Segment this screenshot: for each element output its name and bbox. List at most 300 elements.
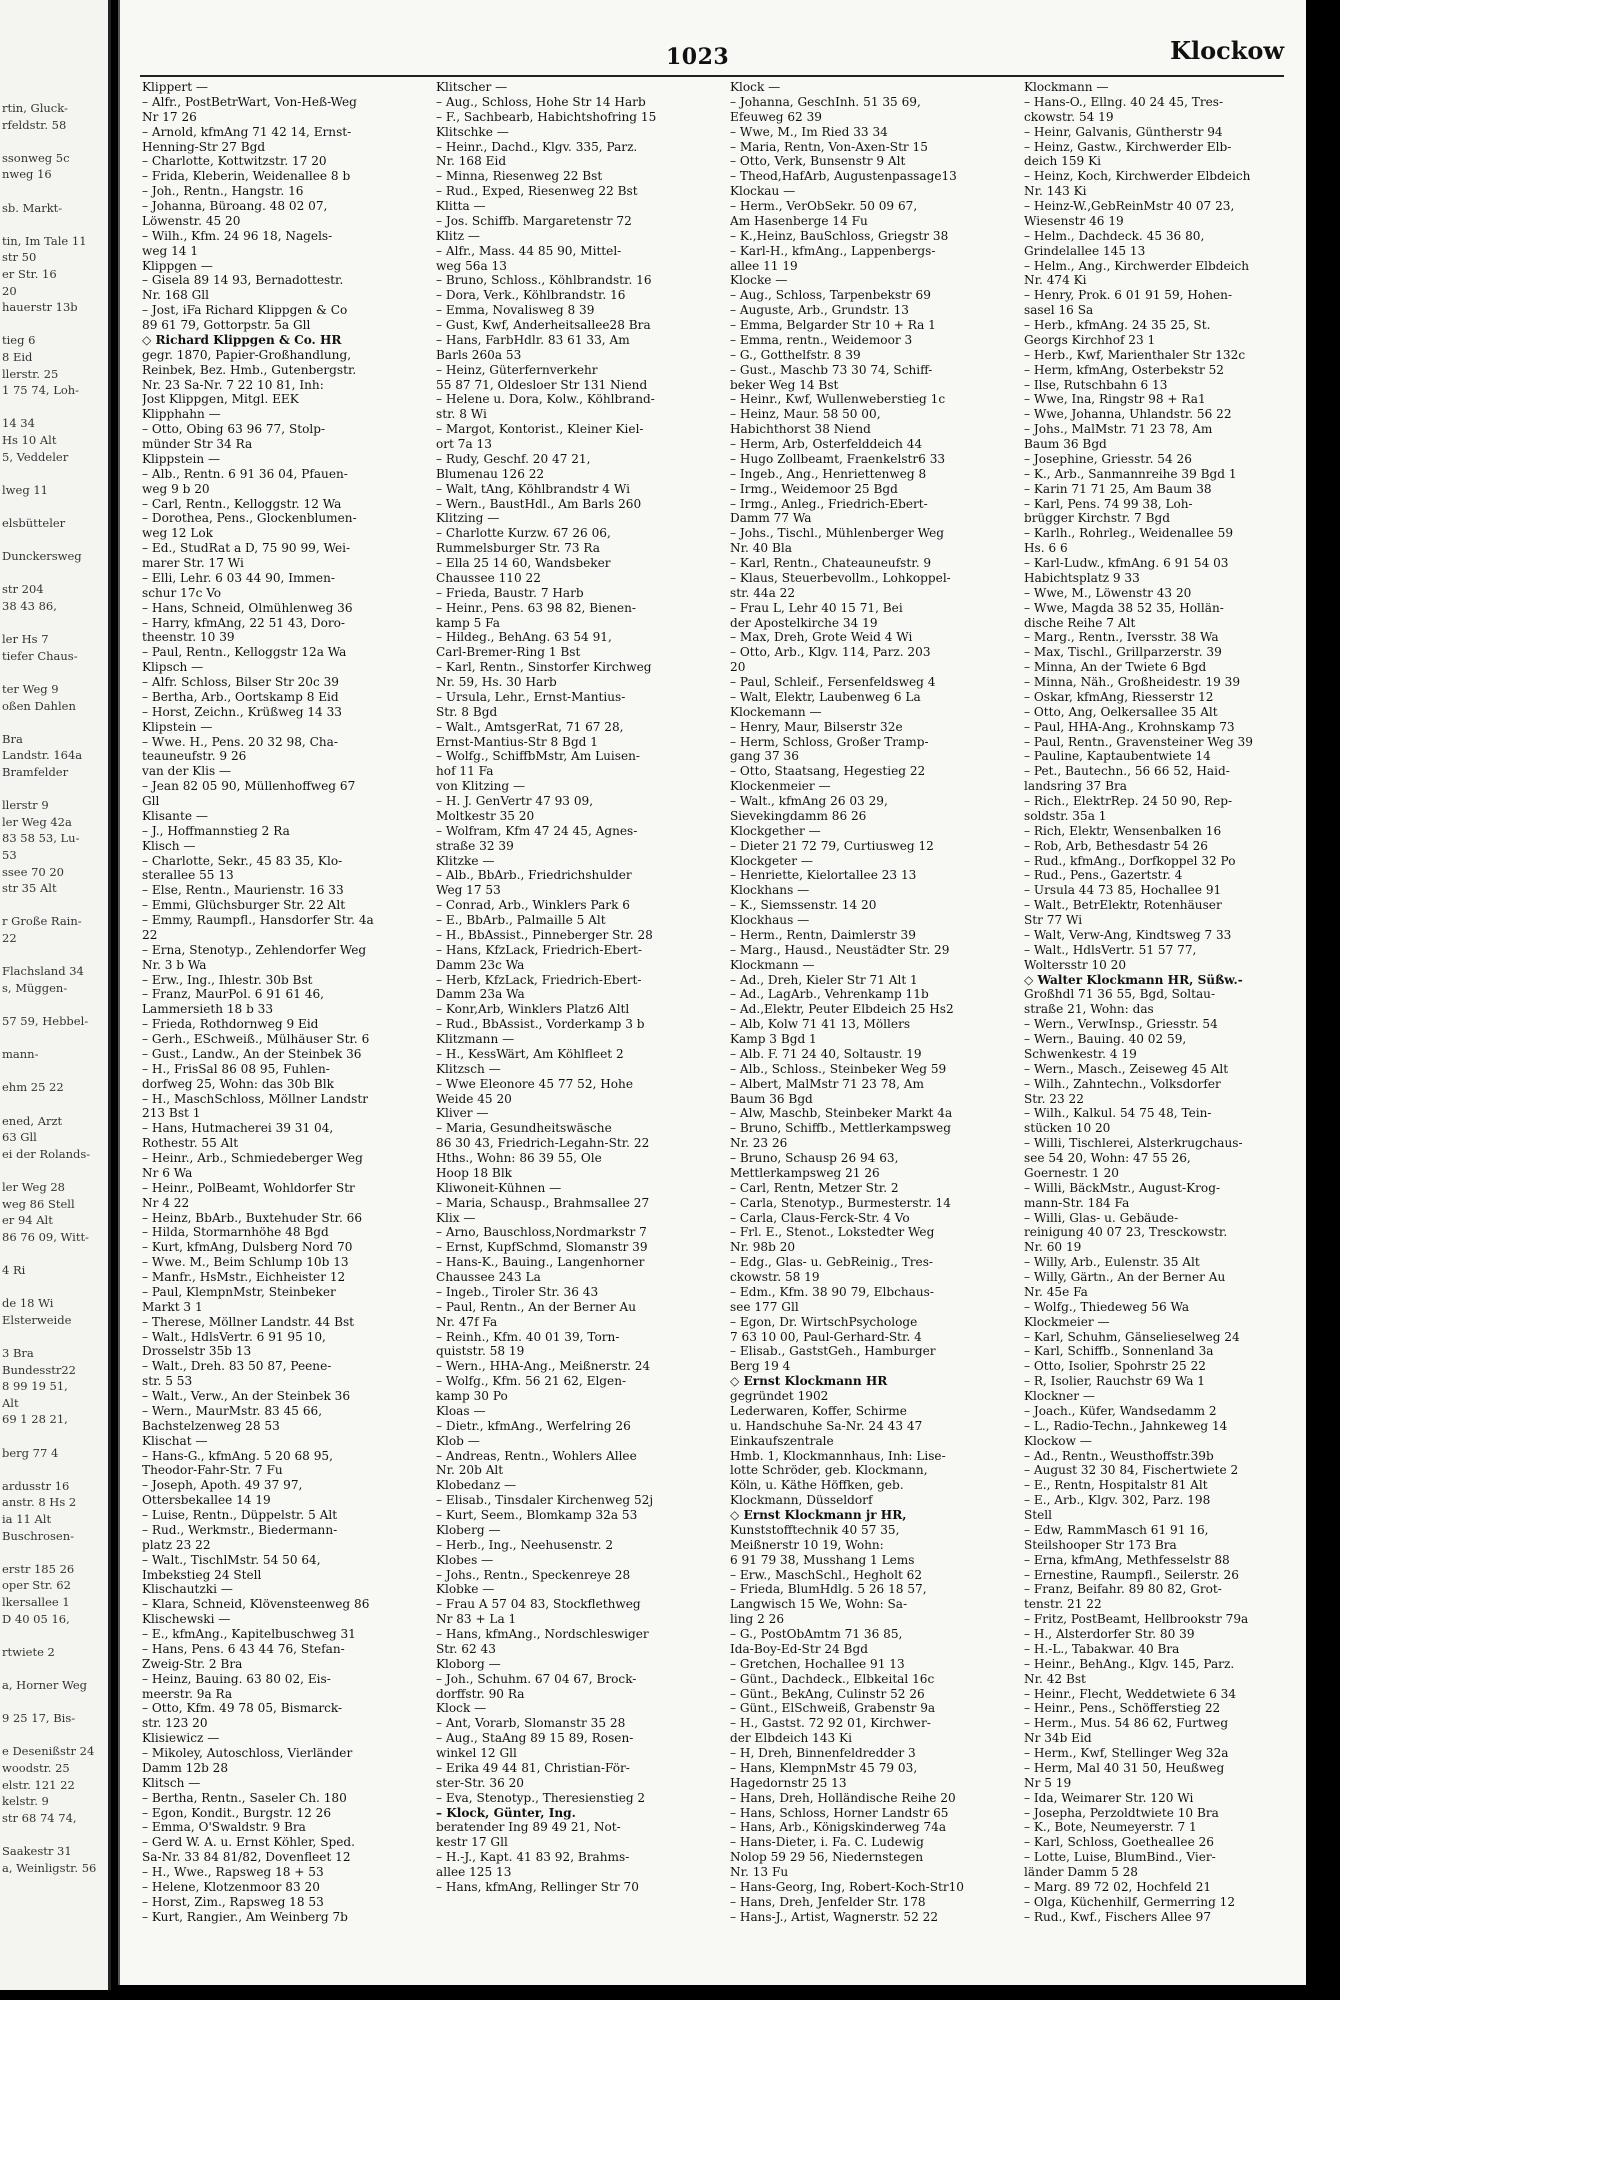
- directory-line: – Günt., BekAng, Culinstr 52 26: [730, 1686, 925, 1701]
- directory-line: see 177 Gll: [730, 1299, 799, 1314]
- directory-line: Klippgen —: [142, 258, 213, 273]
- directory-line: – Willi, Glas- u. Gebäude-: [1024, 1210, 1179, 1225]
- directory-line: – E., Arb., Klgv. 302, Parz. 198: [1024, 1493, 1211, 1508]
- left-fragment-line: nweg 16: [2, 167, 52, 182]
- directory-line: – Conrad, Arb., Winklers Park 6: [436, 898, 630, 913]
- directory-line: – Heinr., BehAng., Klgv. 145, Parz.: [1024, 1656, 1235, 1671]
- directory-line: Klitschke —: [436, 124, 509, 139]
- directory-line: 89 61 79, Gottorpstr. 5a Gll: [142, 318, 311, 332]
- left-fragment-line: lkersallee 1: [2, 1595, 70, 1609]
- left-fragment-line: str 50: [2, 250, 37, 265]
- directory-line: Kloborg —: [436, 1656, 501, 1671]
- directory-line: Barls 260a 53: [436, 347, 522, 362]
- directory-line: ◇ Walter Klockmann HR, Süßw.-: [1024, 972, 1243, 987]
- left-fragment-line: Buschrosen-: [2, 1528, 75, 1543]
- directory-line: länder Damm 5 28: [1024, 1865, 1139, 1879]
- directory-line: – R, Isolier, Rauchstr 69 Wa 1: [1024, 1374, 1205, 1389]
- left-fragment-line: 83 58 53, Lu-: [2, 831, 80, 846]
- directory-line: Klockenmeier —: [730, 779, 831, 794]
- directory-line: – Charlotte, Kottwitzstr. 17 20: [142, 154, 327, 169]
- directory-line: – Karl, Schloss, Goetheallee 26: [1024, 1835, 1214, 1850]
- directory-line: – Heinr., Pens. 63 98 82, Bienen-: [436, 600, 636, 615]
- directory-line: Klitzsch —: [436, 1061, 501, 1076]
- left-fragment-line: 14 34: [2, 416, 35, 431]
- directory-line: – Olga, Küchenhilf, Germerring 12: [1024, 1894, 1236, 1909]
- directory-line: – Ad., LagArb., Vehrenkamp 11b: [730, 987, 929, 1002]
- directory-line: – Max, Tischl., Grillparzerstr. 39: [1024, 645, 1222, 660]
- directory-line: Langwisch 15 We, Wohn: Sa-: [730, 1597, 908, 1612]
- left-fragment-line: r Große Rain-: [2, 914, 82, 929]
- directory-line: Löwenstr. 45 20: [142, 213, 241, 228]
- directory-line: Klockgether —: [730, 823, 821, 838]
- left-fragment-line: ssonweg 5c: [2, 150, 70, 165]
- directory-line: – Johs., Tischl., Mühlenberger Weg: [730, 526, 944, 541]
- directory-line: Klix —: [436, 1210, 476, 1225]
- directory-line: – Paul, Schleif., Fersenfeldsweg 4: [730, 675, 936, 689]
- directory-line: Nolop 59 29 56, Niedernstegen: [730, 1850, 924, 1865]
- directory-line: – Hans, Arb., Königskinderweg 74a: [730, 1820, 947, 1835]
- directory-line: Georgs Kirchhof 23 1: [1024, 332, 1156, 347]
- directory-line: – H, Dreh, Binnenfeldredder 3: [730, 1746, 916, 1760]
- directory-line: Kliwoneit-Kühnen —: [436, 1180, 562, 1195]
- directory-line: – Rich, Elektr, Wensenbalken 16: [1024, 823, 1222, 838]
- directory-line: – Herm., Kwf, Stellinger Weg 32a: [1024, 1746, 1229, 1760]
- directory-line: – Erw., MaschSchl., Hegholt 62: [730, 1567, 923, 1582]
- directory-line: – Walt, Elektr, Laubenweg 6 La: [730, 689, 921, 704]
- directory-line: – Hans-O., Ellng. 40 24 45, Tres-: [1024, 94, 1224, 109]
- directory-line: Drosselstr 35b 13: [142, 1344, 252, 1359]
- left-fragment-line: elstr. 121 22: [2, 1777, 75, 1792]
- left-fragment-line: oper Str. 62: [2, 1578, 71, 1593]
- directory-line: – Heinz, Gastw., Kirchwerder Elb-: [1024, 139, 1232, 154]
- directory-line: Nr 4 22: [142, 1195, 190, 1210]
- directory-line: lotte Schröder, geb. Klockmann,: [730, 1463, 928, 1478]
- directory-line: – Rud., Kwf., Fischers Allee 97: [1024, 1909, 1212, 1924]
- directory-line: – Horst, Zim., Rapsweg 18 53: [142, 1894, 324, 1909]
- directory-line: – Heinz-W.,GebReinMstr 40 07 23,: [1024, 199, 1235, 213]
- directory-line: brügger Kirchstr. 7 Bgd: [1024, 511, 1170, 526]
- directory-line: Klockau —: [730, 184, 796, 199]
- left-fragment-line: elsbütteler: [2, 516, 66, 530]
- directory-line: u. Handschuhe Sa-Nr. 24 43 47: [730, 1418, 923, 1433]
- left-fragment-line: llerstr. 25: [2, 366, 59, 381]
- directory-line: Grindelallee 145 13: [1024, 243, 1146, 258]
- left-fragment-line: Bramfelder: [2, 765, 69, 779]
- directory-line: – Jos. Schiffb. Margaretenstr 72: [436, 213, 632, 228]
- directory-line: – Heinr., Pens., Schöfferstieg 22: [1024, 1701, 1221, 1716]
- directory-line: – Karl, Rentn., Chateauneufstr. 9: [730, 556, 932, 570]
- directory-line: – Heinz, Maur. 58 50 00,: [730, 407, 881, 422]
- directory-line: – Karl, Pens. 74 99 38, Loh-: [1024, 496, 1193, 511]
- directory-line: hof 11 Fa: [436, 764, 494, 779]
- directory-line: teauneufstr. 9 26: [142, 749, 247, 764]
- directory-line: – Gerd W. A. u. Ernst Köhler, Sped.: [142, 1835, 356, 1850]
- directory-line: Klitscher —: [436, 80, 508, 94]
- left-fragment-line: Flachsland 34: [2, 964, 84, 979]
- directory-line: Stell: [1024, 1508, 1053, 1522]
- directory-line: Nr. 42 Bst: [1024, 1671, 1086, 1686]
- directory-line: – Walt., HdlsVertr. 6 91 95 10,: [142, 1329, 326, 1344]
- left-fragment-line: 86 76 09, Witt-: [2, 1229, 89, 1244]
- directory-line: – Dietr., kfmAng., Werfelring 26: [436, 1418, 631, 1433]
- directory-line: see 54 20, Wohn: 47 55 26,: [1024, 1151, 1191, 1165]
- directory-line: – H.-J., Kapt. 41 83 92, Brahms-: [436, 1850, 630, 1865]
- directory-line: van der Klis —: [142, 764, 232, 779]
- directory-line: der Apostelkirche 34 19: [730, 615, 878, 630]
- directory-line: – Theod,HafArb, Augustenpassage13: [730, 169, 957, 184]
- directory-line: beker Weg 14 Bst: [730, 377, 839, 392]
- directory-line: – Herm, Schloss, Großer Tramp-: [730, 734, 929, 749]
- directory-line: – Heinr, Galvanis, Güntherstr 94: [1024, 124, 1223, 139]
- directory-line: – Egon, Dr. WirtschPsychologe: [730, 1314, 918, 1329]
- directory-line: – Herb., Ing., Neehusenstr. 2: [436, 1537, 614, 1552]
- directory-line: Str 77 Wi: [1024, 913, 1083, 927]
- directory-line: ckowstr. 58 19: [730, 1270, 820, 1284]
- directory-line: – Klara, Schneid, Klövensteenweg 86: [142, 1597, 370, 1612]
- page-number: 1023: [666, 44, 730, 70]
- directory-line: Kunststofftechnik 40 57 35,: [730, 1522, 900, 1537]
- directory-line: landsring 37 Bra: [1024, 779, 1127, 794]
- directory-line: Blumenau 126 22: [436, 466, 545, 481]
- directory-line: – Jost, iFa Richard Klippgen & Co: [142, 303, 348, 318]
- left-fragment-line: 3 Bra: [2, 1346, 34, 1360]
- directory-line: – Heinz, Bauing. 63 80 02, Eis-: [142, 1671, 331, 1686]
- directory-line: – Heinr., Flecht, Weddetwiete 6 34: [1024, 1686, 1237, 1701]
- directory-line: – Klaus, Steuerbevollm., Lohkoppel-: [730, 570, 951, 585]
- directory-line: – Edw, RammMasch 61 91 16,: [1024, 1522, 1209, 1537]
- directory-line: – Ingeb., Tiroler Str. 36 43: [436, 1284, 599, 1299]
- directory-line: Klockmann, Düsseldorf: [730, 1493, 873, 1508]
- directory-line: – Ed., StudRat a D, 75 90 99, Wei-: [142, 541, 351, 556]
- directory-line: Zweig-Str. 2 Bra: [142, 1656, 243, 1671]
- directory-line: kamp 30 Po: [436, 1389, 508, 1403]
- left-fragment-line: ehm 25 22: [2, 1080, 64, 1095]
- directory-line: Klippert —: [142, 80, 208, 94]
- directory-line: stücken 10 20: [1024, 1121, 1111, 1136]
- directory-line: – Pet., Bautechn., 56 66 52, Haid-: [1024, 764, 1230, 779]
- directory-line: 7 63 10 00, Paul-Gerhard-Str. 4: [730, 1329, 922, 1344]
- left-fragment-line: Dunckersweg: [2, 549, 82, 564]
- directory-line: dische Reihe 7 Alt: [1024, 615, 1136, 630]
- directory-line: – Alw, Maschb, Steinbeker Markt 4a: [730, 1106, 953, 1121]
- directory-line: – E., BbArb., Palmaille 5 Alt: [436, 913, 606, 927]
- directory-line: – H., KessWärt, Am Köhlfleet 2: [436, 1046, 624, 1061]
- directory-line: Klobes —: [436, 1552, 494, 1567]
- column-1: [142, 80, 432, 1980]
- directory-line: Kliver —: [436, 1106, 489, 1121]
- directory-line: – Karl-Ludw., kfmAng. 6 91 54 03: [1024, 556, 1229, 570]
- directory-line: – Wwe, Ina, Ringstr 98 + Ra1: [1024, 392, 1206, 407]
- directory-line: str. 123 20: [142, 1716, 208, 1731]
- directory-line: – Mikoley, Autoschloss, Vierländer: [142, 1746, 353, 1760]
- directory-line: – Carla, Claus-Ferck-Str. 4 Vo: [730, 1210, 910, 1225]
- directory-line: – Hans, KfzLack, Friedrich-Ebert-: [436, 942, 642, 957]
- directory-line: – H. J. GenVertr 47 93 09,: [436, 794, 594, 808]
- directory-line: – Walt, Verw-Ang, Kindtsweg 7 33: [1024, 927, 1232, 942]
- directory-line: straße 21, Wohn: das: [1024, 1002, 1154, 1017]
- left-fragment-line: str 35 Alt: [2, 881, 57, 896]
- directory-line: weg 12 Lok: [142, 526, 213, 541]
- directory-line: – Wern., MaurMstr. 83 45 66,: [142, 1403, 323, 1418]
- directory-line: – Heinr., Dachd., Klgv. 335, Parz.: [436, 139, 638, 154]
- directory-line: Kloberg —: [436, 1522, 501, 1537]
- left-fragment-line: ardusstr 16: [2, 1478, 70, 1493]
- directory-line: Meißnerstr 10 19, Wohn:: [730, 1537, 884, 1552]
- directory-line: – Aug., StaAng 89 15 89, Rosen-: [436, 1731, 634, 1746]
- directory-line: ◇ Ernst Klockmann HR: [730, 1374, 888, 1389]
- directory-line: Habichthorst 38 Niend: [730, 422, 871, 437]
- directory-line: Klockhans —: [730, 883, 810, 898]
- directory-line: – Minna, Näh., Großheidestr. 19 39: [1024, 675, 1241, 689]
- directory-line: weg 56a 13: [436, 258, 507, 273]
- directory-line: – Hans-J., Artist, Wagnerstr. 52 22: [730, 1909, 939, 1924]
- directory-line: – Bruno, Schausp 26 94 63,: [730, 1151, 899, 1165]
- directory-line: – Erna, kfmAng, Methfesselstr 88: [1024, 1552, 1230, 1567]
- directory-line: – K.,Heinz, BauSchloss, Griegstr 38: [730, 228, 949, 243]
- directory-line: – Arnold, kfmAng 71 42 14, Ernst-: [142, 124, 352, 139]
- directory-line: – Emma, Belgarder Str 10 + Ra 1: [730, 318, 936, 332]
- directory-line: – Klock, Günter, Ing.: [436, 1805, 576, 1820]
- directory-line: Nr 34b Eid: [1024, 1731, 1092, 1746]
- directory-line: – Wilh., Kalkul. 54 75 48, Tein-: [1024, 1106, 1212, 1121]
- left-fragment-line: rtwiete 2: [2, 1644, 55, 1659]
- directory-line: – H., MaschSchloss, Möllner Landstr: [142, 1091, 369, 1106]
- directory-line: – Josepha, Perzoldtwiete 10 Bra: [1024, 1805, 1219, 1820]
- directory-line: – Walt., BetrElektr, Rotenhäuser: [1024, 898, 1222, 913]
- directory-line: – Herb, KfzLack, Friedrich-Ebert-: [436, 972, 642, 987]
- directory-line: – Herm, Arb, Osterfelddeich 44: [730, 437, 923, 451]
- column-3: [730, 80, 1020, 1980]
- directory-line: – Ad.,Elektr, Peuter Elbdeich 25 Hs2: [730, 1002, 954, 1017]
- left-fragment-line: 8 99 19 51,: [2, 1379, 68, 1394]
- directory-line: – J., Hoffmannstieg 2 Ra: [142, 823, 290, 838]
- directory-line: – Wwe. M., Beim Schlump 10b 13: [142, 1255, 349, 1270]
- directory-line: – Alfr., PostBetrWart, Von-Heß-Weg: [142, 94, 357, 109]
- left-fragment-line: e Desenißstr 24: [2, 1744, 95, 1759]
- left-fragment-line: rtin, Gluck-: [2, 101, 68, 115]
- directory-line: Klisch —: [142, 838, 196, 853]
- directory-line: – Paul, Rentn., An der Berner Au: [436, 1299, 637, 1314]
- directory-line: Weg 17 53: [436, 883, 501, 898]
- directory-line: – Heinz, Koch, Kirchwerder Elbdeich: [1024, 169, 1251, 184]
- directory-line: Nr 17 26: [142, 109, 197, 124]
- directory-line: – Erw., Ing., Ihlestr. 30b Bst: [142, 972, 313, 987]
- directory-line: – Johs., MalMstr. 71 23 78, Am: [1024, 422, 1213, 437]
- left-fragment-line: 4 Ri: [2, 1263, 26, 1277]
- directory-line: – Gerh., ESchweiß., Mülhäuser Str. 6: [142, 1032, 370, 1046]
- directory-line: – Marg., Rentn., Iversstr. 38 Wa: [1024, 630, 1219, 645]
- left-fragment-line: lweg 11: [2, 482, 48, 497]
- directory-line: – Herm., Rentn, Daimlerstr 39: [730, 927, 916, 942]
- left-fragment-line: ei der Rolands-: [2, 1146, 91, 1161]
- left-fragment-line: 1 75 74, Loh-: [2, 383, 80, 398]
- directory-line: – Karlh., Rohrleg., Weidenallee 59: [1024, 526, 1234, 541]
- directory-line: – Johanna, Büroang. 48 02 07,: [142, 199, 328, 213]
- directory-line: Nr. 47f Fa: [436, 1314, 498, 1329]
- directory-line: – Carl, Rentn., Kelloggstr. 12 Wa: [142, 496, 342, 511]
- directory-line: – Alfr., Mass. 44 85 90, Mittel-: [436, 243, 622, 258]
- left-fragment-line: 69 1 28 21,: [2, 1412, 68, 1427]
- directory-line: – Walt., HdlsVertr. 51 57 77,: [1024, 942, 1197, 957]
- directory-line: – Ilse, Rutschbahn 6 13: [1024, 377, 1168, 392]
- directory-line: Markt 3 1: [142, 1299, 203, 1314]
- directory-line: – Frau L, Lehr 40 15 71, Bei: [730, 600, 903, 615]
- directory-line: – Günt., Dachdeck., Elbkeital 16c: [730, 1671, 935, 1686]
- directory-line: – Walt., TischlMstr. 54 50 64,: [142, 1552, 321, 1567]
- left-fragment-line: ened, Arzt: [2, 1113, 63, 1128]
- directory-line: – Joseph, Apoth. 49 37 97,: [142, 1478, 303, 1493]
- directory-line: Klischat —: [142, 1433, 208, 1448]
- directory-line: Gll: [142, 794, 160, 808]
- directory-line: Klitz —: [436, 228, 480, 243]
- directory-line: – Hans, Schloss, Horner Landstr 65: [730, 1805, 949, 1820]
- directory-line: – Emma, rentn., Weidemoor 3: [730, 332, 913, 347]
- directory-line: Klipsch —: [142, 660, 204, 675]
- directory-line: Carl-Bremer-Ring 1 Bst: [436, 645, 581, 660]
- directory-line: – E., kfmAng., Kapitelbuschweg 31: [142, 1627, 356, 1641]
- directory-line: – Otto, Staatsang, Hegestieg 22: [730, 764, 926, 779]
- directory-line: – H.-L., Tabakwar. 40 Bra: [1024, 1641, 1180, 1656]
- directory-line: Steilshooper Str 173 Bra: [1024, 1537, 1177, 1552]
- left-page-fragment: [0, 0, 111, 1990]
- directory-line: – Karin 71 71 25, Am Baum 38: [1024, 481, 1212, 496]
- directory-line: Efeuweg 62 39: [730, 109, 822, 124]
- directory-line: – Hans-Dieter, i. Fa. C. Ludewig: [730, 1835, 924, 1850]
- directory-line: – Emma, Novalisweg 8 39: [436, 303, 595, 318]
- directory-line: weg 9 b 20: [142, 481, 210, 496]
- directory-line: – Therese, Möllner Landstr. 44 Bst: [142, 1314, 355, 1329]
- directory-line: straße 32 39: [436, 838, 514, 853]
- directory-line: – Auguste, Arb., Grundstr. 13: [730, 303, 910, 318]
- left-fragment-line: ler Weg 42a: [2, 814, 72, 829]
- directory-line: – Hans-Georg, Ing, Robert-Koch-Str10: [730, 1879, 965, 1894]
- directory-line: Klockgeter —: [730, 853, 813, 868]
- directory-line: – Else, Rentn., Maurienstr. 16 33: [142, 883, 344, 898]
- directory-line: – Wolfram, Kfm 47 24 45, Agnes-: [436, 823, 638, 838]
- directory-line: ort 7a 13: [436, 437, 492, 451]
- directory-line: Reinbek, Bez. Hmb., Gutenbergstr.: [142, 362, 357, 377]
- directory-line: Klitta —: [436, 199, 486, 213]
- directory-line: – Oskar, kfmAng, Riesserstr 12: [1024, 689, 1214, 704]
- directory-line: – Frau A 57 04 83, Stockflethweg: [436, 1597, 641, 1612]
- directory-line: – Herb., Kwf, Marienthaler Str 132c: [1024, 347, 1246, 362]
- directory-line: – Gust, Kwf, Anderheitsallee28 Bra: [436, 318, 651, 332]
- left-fragment-line: s, Müggen-: [2, 980, 68, 995]
- directory-line: – Walt., kfmAng 26 03 29,: [730, 794, 888, 808]
- directory-line: meerstr. 9a Ra: [142, 1686, 233, 1701]
- directory-line: kamp 5 Fa: [436, 615, 500, 630]
- directory-line: – Erika 49 44 81, Christian-För-: [436, 1760, 630, 1775]
- directory-line: – Carl, Rentn, Metzer Str. 2: [730, 1180, 899, 1195]
- directory-line: – K., Siemssenstr. 14 20: [730, 898, 877, 913]
- directory-line: Ottersbekallee 14 19: [142, 1493, 271, 1508]
- left-fragment-line: tiefer Chaus-: [2, 648, 78, 663]
- directory-line: – Wern., Bauing. 40 02 59,: [1024, 1032, 1187, 1046]
- left-fragment-line: 63 Gll: [2, 1130, 37, 1145]
- directory-line: – Frida, Kleberin, Weidenallee 8 b: [142, 169, 351, 184]
- directory-line: – Hans, Dreh, Holländische Reihe 20: [730, 1790, 956, 1805]
- left-fragment-line: ter Weg 9: [2, 682, 59, 696]
- directory-line: Rothestr. 55 Alt: [142, 1136, 239, 1151]
- directory-line: – Emma, O'Swaldstr. 9 Bra: [142, 1820, 306, 1835]
- directory-line: Goernestr. 1 20: [1024, 1165, 1119, 1180]
- directory-line: Kloas —: [436, 1403, 486, 1418]
- directory-line: – Franz, Beifahr. 89 80 82, Grot-: [1024, 1582, 1222, 1597]
- directory-line: Klischewski —: [142, 1612, 231, 1627]
- directory-line: Klitzmann —: [436, 1032, 515, 1046]
- directory-line: Hagedornstr 25 13: [730, 1775, 847, 1790]
- directory-line: str. 8 Wi: [436, 407, 487, 422]
- directory-line: – Walt, tAng, Köhlbrandstr 4 Wi: [436, 481, 630, 496]
- directory-line: Nr. 45e Fa: [1024, 1284, 1088, 1299]
- directory-line: – Fritz, PostBeamt, Hellbrookstr 79a: [1024, 1612, 1249, 1627]
- directory-line: quiststr. 58 19: [436, 1344, 525, 1359]
- directory-line: – Minna, Riesenweg 22 Bst: [436, 169, 603, 184]
- directory-line: 20: [730, 660, 746, 675]
- directory-line: – Horst, Zeichn., Krüßweg 14 33: [142, 704, 342, 719]
- directory-line: – Willi, BäckMstr., August-Krog-: [1024, 1180, 1221, 1195]
- directory-line: – Gisela 89 14 93, Bernadottestr.: [142, 273, 344, 288]
- left-fragment-line: Bundesstr22: [2, 1362, 76, 1377]
- directory-line: Bachstelzenweg 28 53: [142, 1418, 280, 1433]
- directory-line: – Wwe, Johanna, Uhlandstr. 56 22: [1024, 407, 1232, 422]
- directory-line: – Emmi, Glüchsburger Str. 22 Alt: [142, 898, 346, 913]
- directory-line: reinigung 40 07 23, Tresckowstr.: [1024, 1225, 1228, 1240]
- left-fragment-line: 38 43 86,: [2, 599, 57, 613]
- left-fragment-line: a, Weinligstr. 56: [2, 1860, 97, 1875]
- directory-line: Henning-Str 27 Bgd: [142, 139, 266, 154]
- directory-line: – Irmg., Anleg., Friedrich-Ebert-: [730, 496, 928, 511]
- directory-line: – Bertha, Arb., Oortskamp 8 Eid: [142, 689, 339, 704]
- directory-line: Wiesenstr 46 19: [1024, 213, 1124, 228]
- directory-line: – Konr,Arb, Winklers Platz6 Altl: [436, 1002, 630, 1017]
- directory-line: Jost Klippgen, Mitgl. EEK: [142, 392, 299, 407]
- directory-line: Rummelsburger Str. 73 Ra: [436, 541, 601, 556]
- directory-line: – Henry, Maur, Bilserstr 32e: [730, 719, 903, 734]
- directory-line: str. 44a 22: [730, 585, 796, 600]
- left-fragment-line: berg 77 4: [2, 1445, 59, 1460]
- directory-line: – Hans, kfmAng, Rellinger Str 70: [436, 1879, 639, 1894]
- left-fragment-line: 9 25 17, Bis-: [2, 1711, 76, 1726]
- directory-line: – Kurt, Rangier., Am Weinberg 7b: [142, 1909, 348, 1924]
- directory-line: – Karl-H., kfmAng., Lappenbergs-: [730, 243, 936, 258]
- directory-line: str. 5 53: [142, 1374, 193, 1389]
- directory-line: – Henriette, Kielortallee 23 13: [730, 868, 917, 883]
- directory-line: – Herm., Mus. 54 86 62, Furtweg: [1024, 1716, 1229, 1731]
- directory-line: – Otto, Ang, Oelkersallee 35 Alt: [1024, 704, 1218, 719]
- directory-line: – Ad., Rentn., Weusthoffstr.39b: [1024, 1448, 1214, 1463]
- directory-line: Schwenkestr. 4 19: [1024, 1046, 1137, 1061]
- directory-line: Nr. 474 Ki: [1024, 273, 1087, 288]
- directory-line: Klipphahn —: [142, 407, 221, 422]
- directory-page: [118, 0, 1306, 1985]
- left-fragment-line: str 204: [2, 582, 44, 597]
- directory-line: – Wwe Eleonore 45 77 52, Hohe: [436, 1076, 633, 1091]
- directory-line: ckowstr. 54 19: [1024, 109, 1114, 124]
- directory-line: – Hans, Hutmacherei 39 31 04,: [142, 1121, 334, 1136]
- directory-line: – Alb. F. 71 24 40, Soltaustr. 19: [730, 1046, 922, 1061]
- directory-line: – Willy, Arb., Eulenstr. 35 Alt: [1024, 1255, 1200, 1270]
- directory-line: – Irmg., Weidemoor 25 Bgd: [730, 481, 898, 496]
- directory-line: – Paul, Rentn., Kelloggstr 12a Wa: [142, 645, 347, 660]
- left-fragment-line: tieg 6: [2, 333, 36, 348]
- directory-line: 213 Bst 1: [142, 1106, 201, 1121]
- directory-line: Hs. 6 6: [1024, 541, 1068, 556]
- directory-line: gegr. 1870, Papier-Großhandlung,: [142, 347, 352, 362]
- directory-line: – Hilda, Stormarnhöhe 48 Bgd: [142, 1225, 329, 1240]
- directory-line: – Aug., Schloss, Tarpenbekstr 69: [730, 288, 931, 303]
- directory-line: – Eva, Stenotyp., Theresienstieg 2: [436, 1790, 646, 1805]
